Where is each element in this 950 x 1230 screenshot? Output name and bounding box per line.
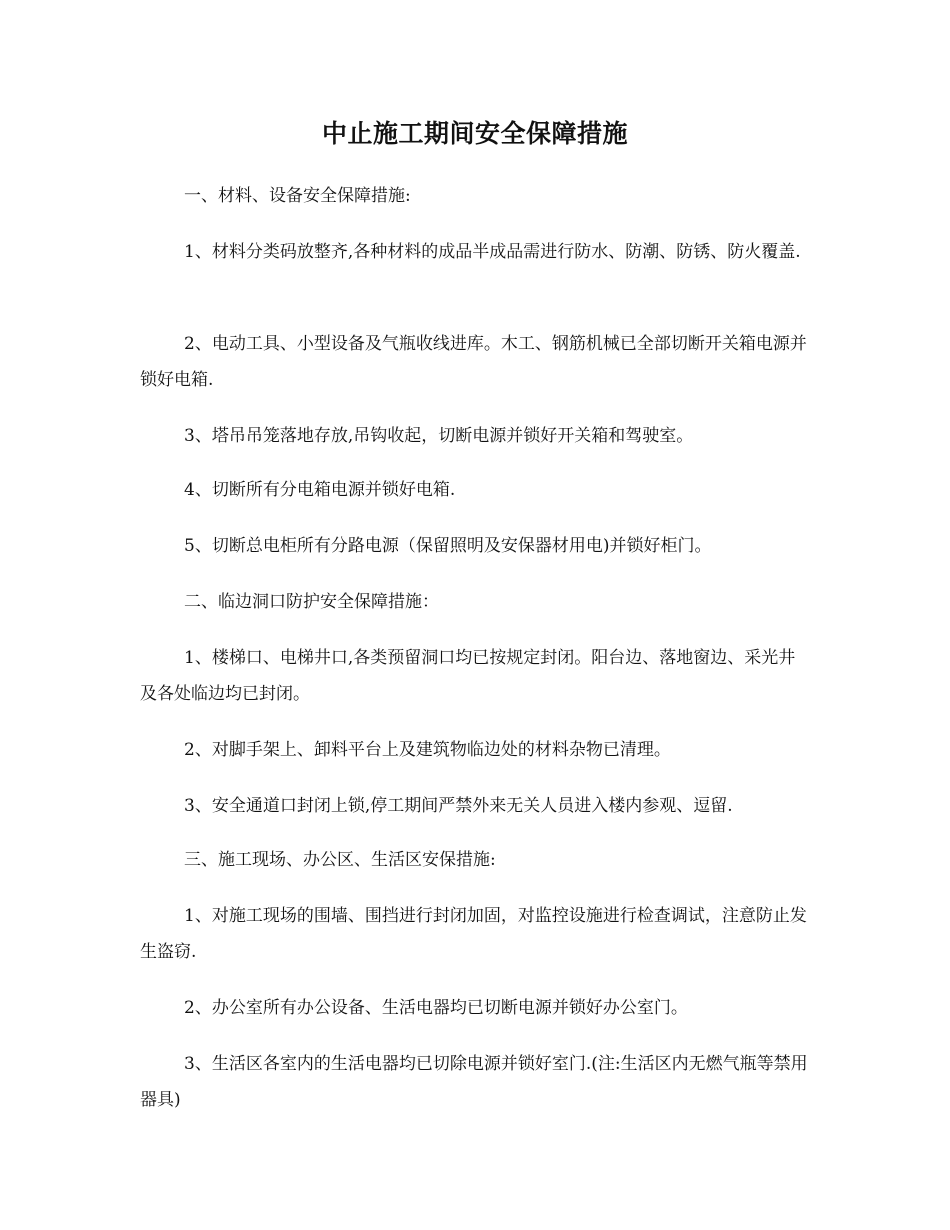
section-1-item-1: 1、材料分类码放整齐,各种材料的成品半成品需进行防水、防潮、防锈、防火覆盖. — [184, 242, 801, 262]
section-1-item-2: 2、电动工具、小型设备及气瓶收线进库。木工、钢筋机械已全部切断开关箱电源并锁好电箱. — [140, 334, 807, 390]
section-3-item-2: 2、办公室所有办公设备、生活电器均已切断电源并锁好办公室门。 — [184, 998, 688, 1018]
section-1-item-4: 4、切断所有分电箱电源并锁好电箱. — [184, 480, 456, 500]
section-3-item-1: 1、对施工现场的围墙、围挡进行封闭加固，对监控设施进行检查调试，注意防止发生盗窃. — [140, 906, 807, 962]
section-2-item-3: 3、安全通道口封闭上锁,停工期间严禁外来无关人员进入楼内参观、逗留. — [184, 796, 733, 816]
section-2-item-2: 2、对脚手架上、卸料平台上及建筑物临边处的材料杂物已清理。 — [184, 740, 671, 760]
section-1-heading: 一、材料、设备安全保障措施: — [184, 186, 411, 206]
section-2-item-1: 1、楼梯口、电梯井口,各类预留洞口均已按规定封闭。阳台边、落地窗边、采光井及各处临边均已封闭。 — [140, 648, 796, 704]
section-1-item-3: 3、塔吊吊笼落地存放,吊钩收起，切断电源并锁好开关箱和驾驶室。 — [184, 426, 694, 446]
section-1-item-5: 5、切断总电柜所有分路电源（保留照明及安保器材用电)并锁好柜门。 — [184, 536, 712, 556]
section-3-heading: 三、施工现场、办公区、生活区安保措施: — [184, 850, 496, 870]
section-3-item-3: 3、生活区各室内的生活电器均已切除电源并锁好室门.(注:生活区内无燃气瓶等禁用器具) — [140, 1054, 808, 1110]
section-2-heading: 二、临边洞口防护安全保障措施： — [184, 592, 439, 612]
document-title: 中止施工期间安全保障措施 — [321, 119, 628, 148]
